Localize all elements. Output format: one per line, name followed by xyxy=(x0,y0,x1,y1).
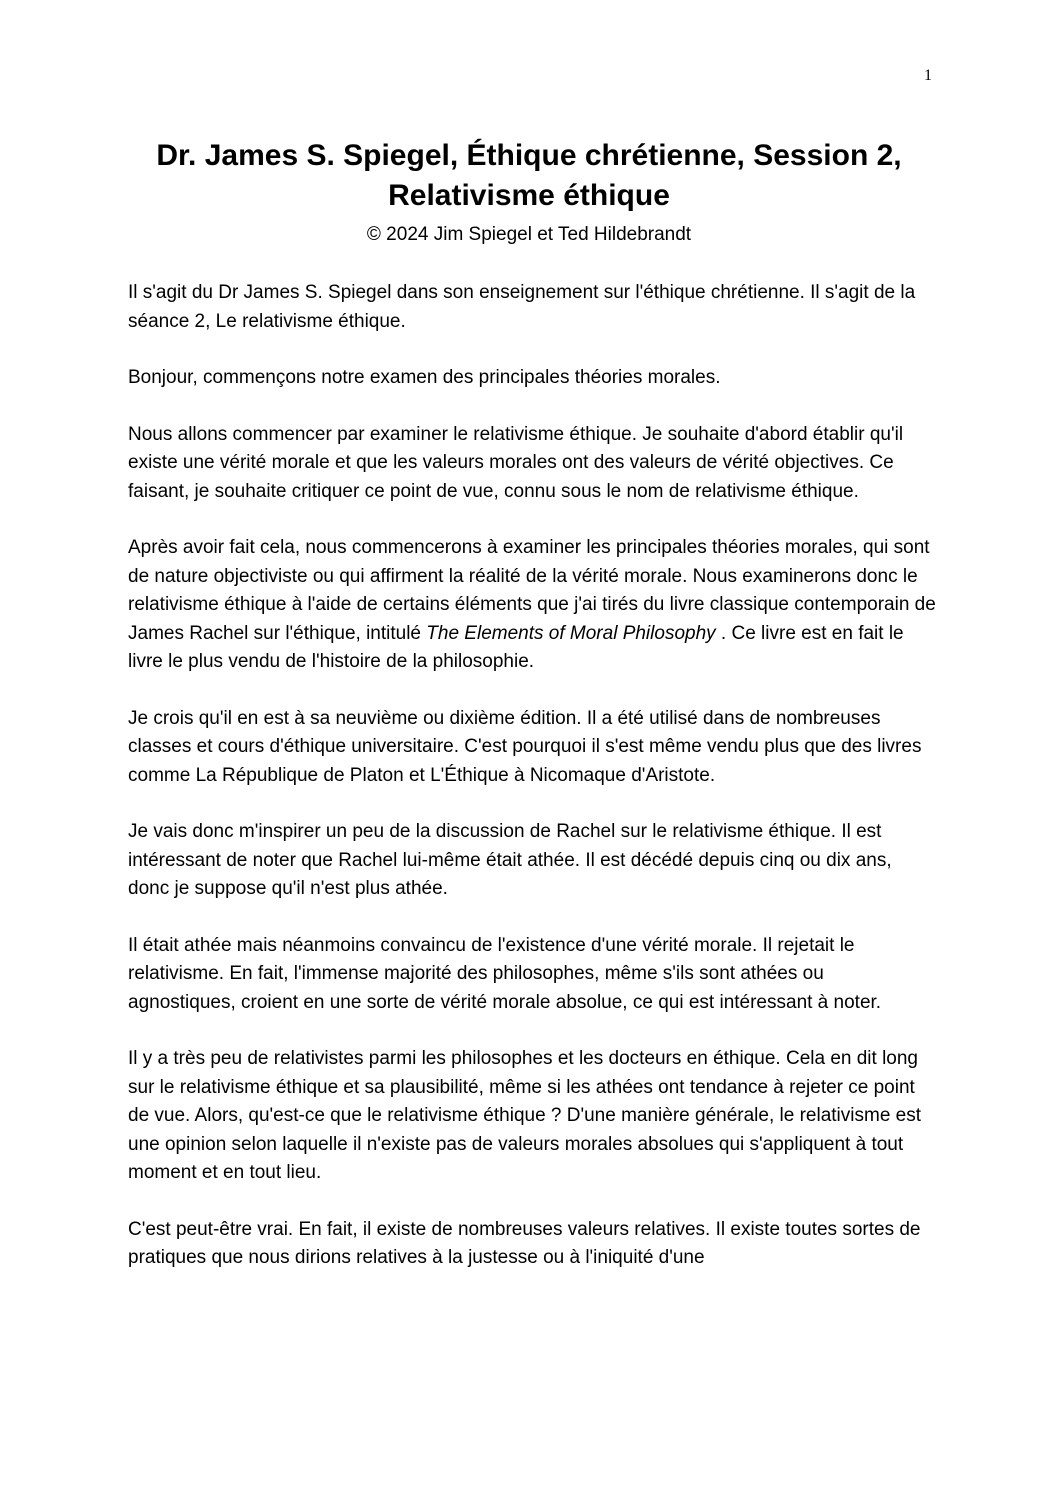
paragraph-4 xyxy=(128,534,936,677)
title-line-1: Dr. James S. Spiegel, Éthique chrétienne, Session 2, xyxy=(156,139,902,172)
document-body xyxy=(128,279,936,1301)
paragraph-7: Il était athée mais néanmoins convaincu de l'existence d'une vérité morale. Il rejetait le relativisme. En fait, l'immense majorité des philosophes, même s'ils sont athées ou agnostiques, croient en une sorte de vérité morale absolue, ce qui est intéressant à noter. xyxy=(128,934,882,1013)
book-title: The Elements of Moral Philosophy xyxy=(426,622,716,644)
paragraph-8: Il y a très peu de relativistes parmi les philosophes et les docteurs en éthique. Cela en dit long sur le relativisme éthique et sa plausibilité, même si les athées ont tendance à rejeter ce point de vue. Alors, qu'est-ce que le relativisme éthique ? D'une manière générale, le relativisme est une opinion selon laquelle il n'existe pas de valeurs morales absolues qui s'appliquent à tout moment et en tout lieu. xyxy=(128,1048,922,1183)
paragraph-9: C'est peut-être vrai. En fait, il existe de nombreuses valeurs relatives. Il existe toutes sortes de pratiques que nous dirions relatives à la justesse ou à l'iniquité d'une xyxy=(128,1218,921,1268)
paragraph-2: Bonjour, commençons notre examen des principales théories morales. xyxy=(128,367,721,388)
page-number: 1 xyxy=(924,67,932,84)
paragraph-5: Je crois qu'il en est à sa neuvième ou dixième édition. Il a été utilisé dans de nombreuses classes et cours d'éthique universitaire. C'est pourquoi il s'est même vendu plus que des livres comme La République de Platon et L'Éthique à Nicomaque d'Aristote. xyxy=(128,707,922,786)
paragraph-6: Je vais donc m'inspirer un peu de la discussion de Rachel sur le relativisme éthique. Il est intéressant de noter que Rachel lui-même était athée. Il est décédé depuis cinq ou dix ans, donc je suppose qu'il n'est plus athée. xyxy=(128,821,892,899)
paragraph-3: Nous allons commencer par examiner le relativisme éthique. Je souhaite d'abord établir qu'il existe une vérité morale et que les valeurs morales ont des valeurs de vérité objectives. Ce faisant, je souhaite critiquer ce point de vue, connu sous le nom de relativisme éthique. xyxy=(128,423,904,502)
document-title xyxy=(100,136,958,216)
paragraph-1: Il s'agit du Dr James S. Spiegel dans son enseignement sur l'éthique chrétienne. Il s'agit de la séance 2, Le relativisme éthique. xyxy=(128,282,916,332)
title-line-2: Relativisme éthique xyxy=(388,179,670,212)
paragraph-4-text-after: . Ce livre est en fait le livre le plus vendu de l'histoire de la philosophie. xyxy=(128,622,904,672)
paragraph-4-text-before: Après avoir fait cela, nous commencerons à examiner les principales théories morales, qui sont de nature objectiviste ou qui affirment la réalité de la vérité morale. Nous examinerons donc le relativisme éthique à l'aide de certains éléments que j'ai tirés du livre classique contemporain de James Rachel sur l'éthique, intitulé xyxy=(128,537,936,644)
copyright-line: © 2024 Jim Spiegel et Ted Hildebrandt xyxy=(366,224,692,245)
